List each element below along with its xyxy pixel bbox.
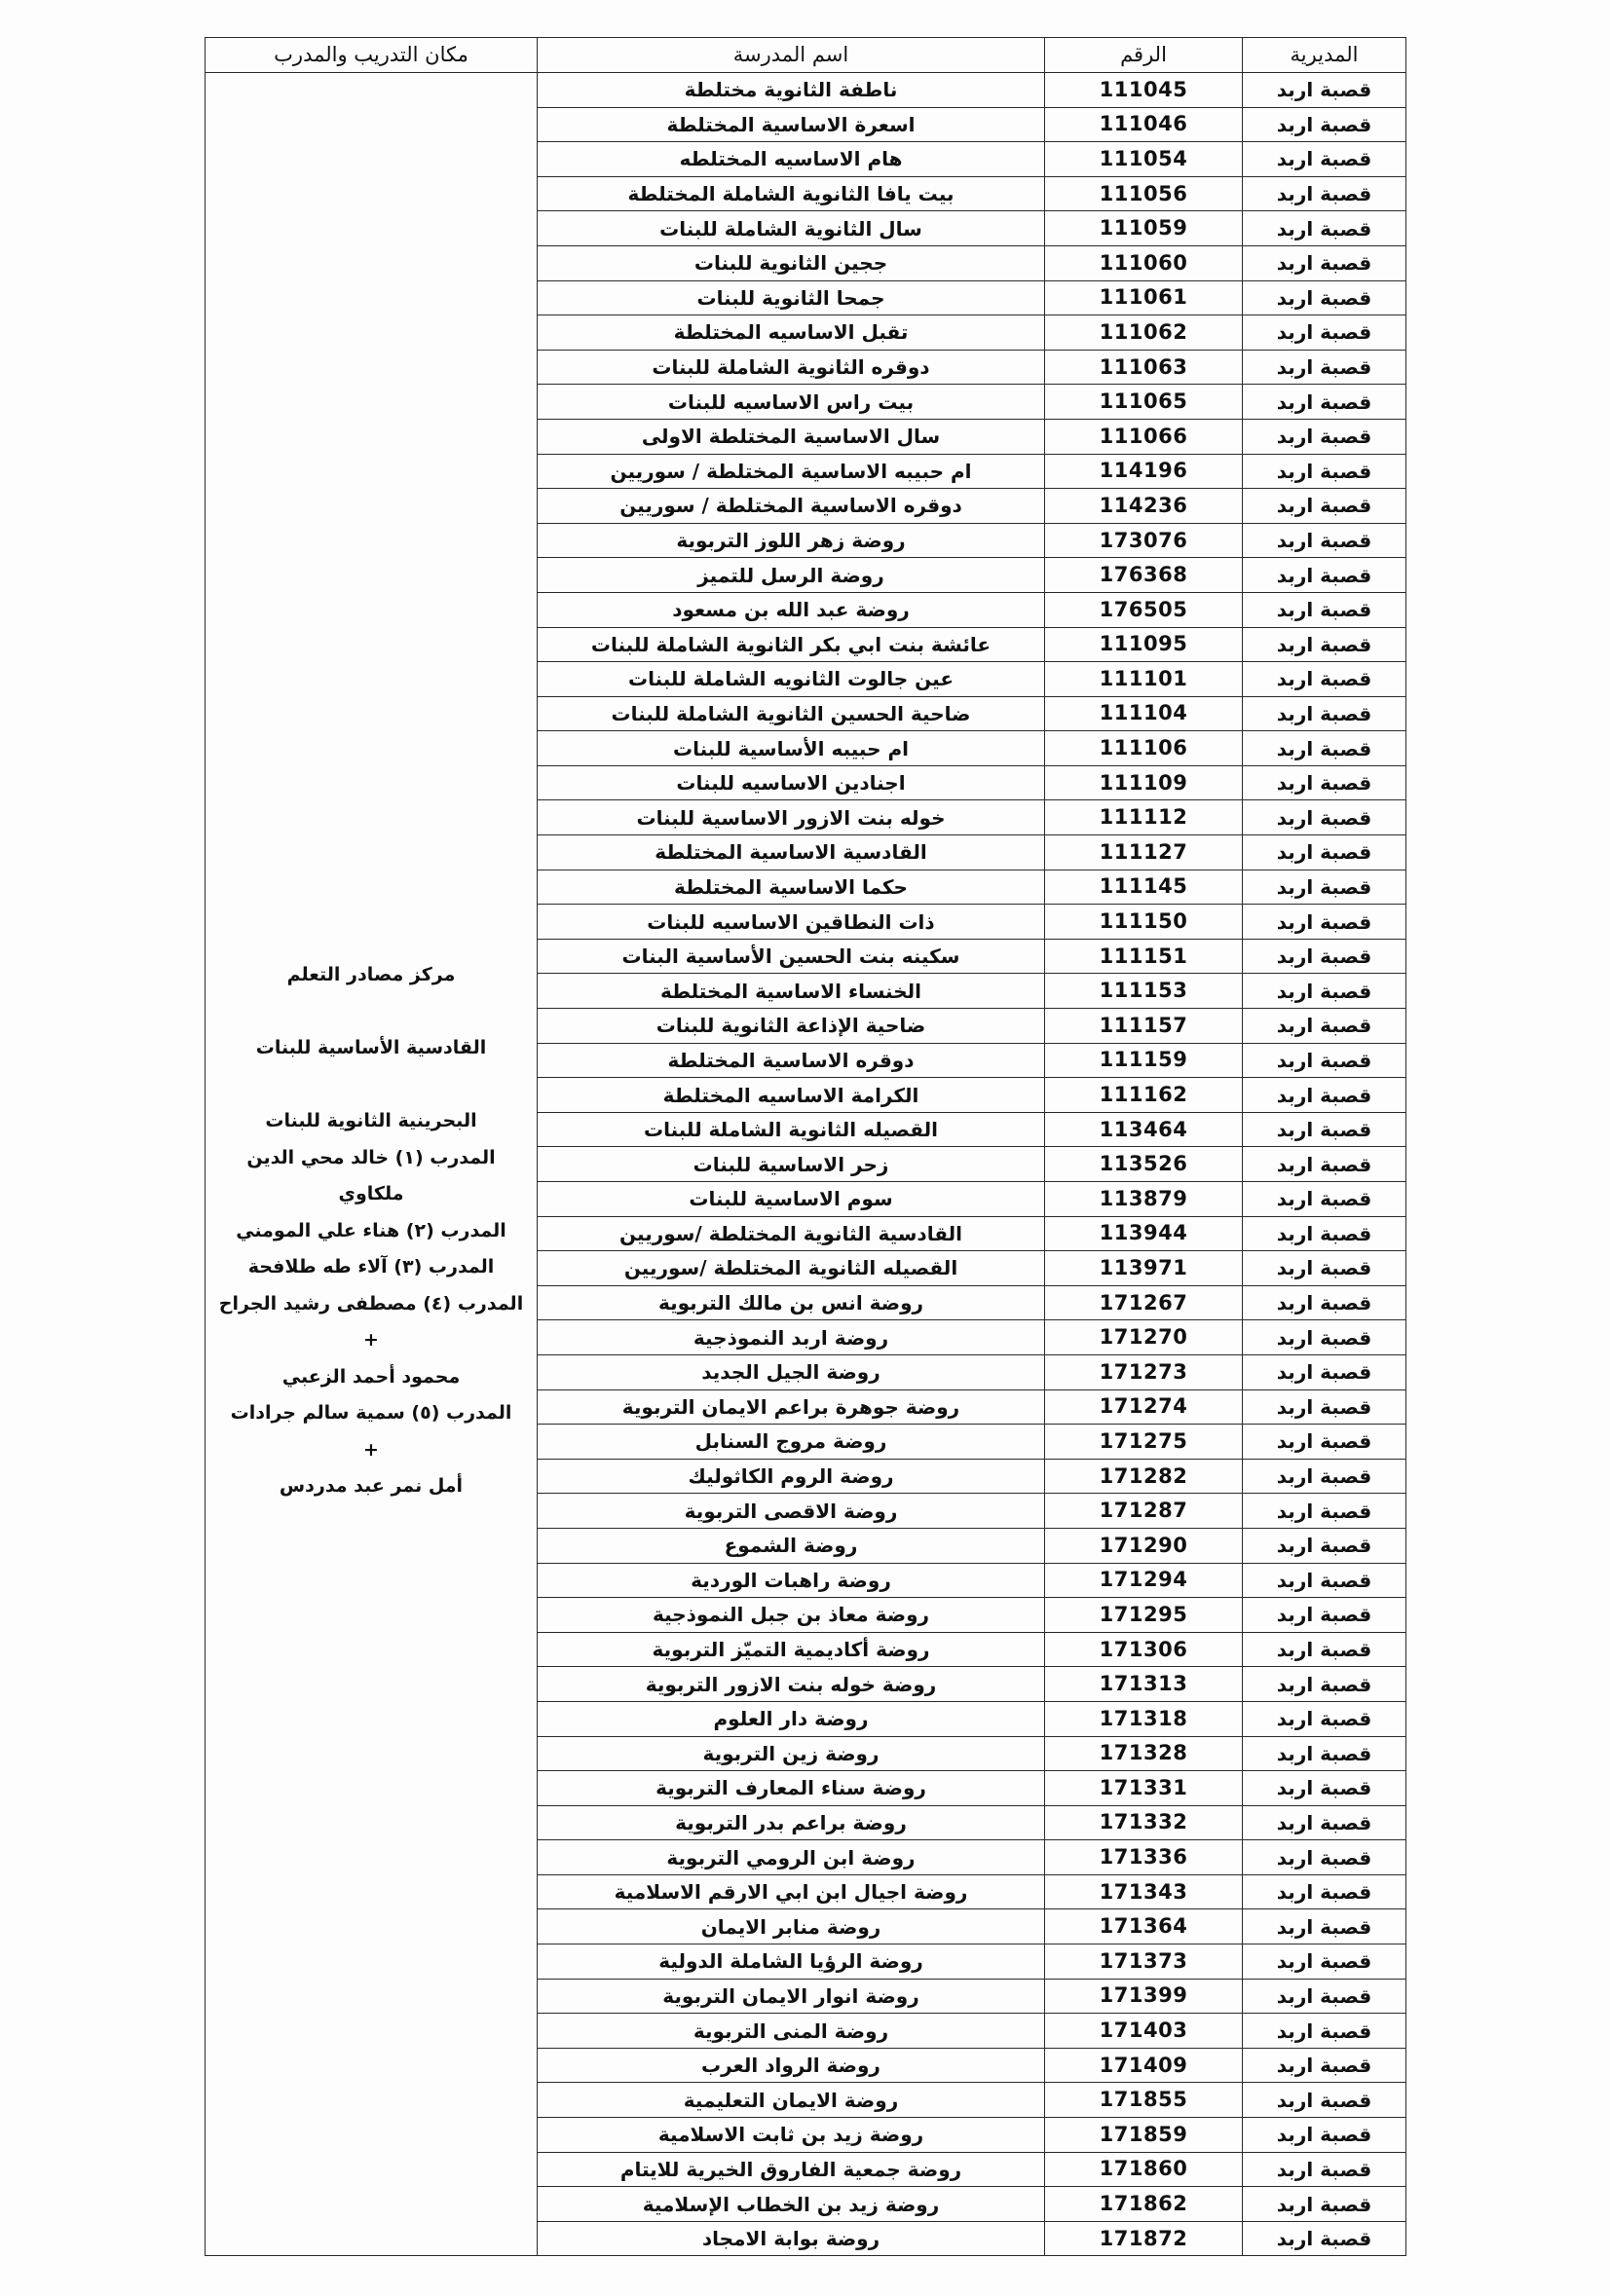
school-number-cell: 111112: [1045, 800, 1243, 835]
directorate-cell: قصبة اربد: [1243, 1944, 1406, 1980]
school-name-cell: روضة جوهرة براعم الايمان التربوية: [538, 1389, 1045, 1425]
school-name-cell: روضة الايمان التعليمية: [538, 2083, 1045, 2118]
school-name-cell: روضة سناء المعارف التربوية: [538, 1771, 1045, 1806]
school-number-cell: 171267: [1045, 1285, 1243, 1320]
directorate-cell: قصبة اربد: [1243, 1459, 1406, 1494]
school-name-cell: سال الاساسية المختلطة الاولى: [538, 419, 1045, 454]
school-number-cell: 113971: [1045, 1251, 1243, 1286]
school-number-cell: 171290: [1045, 1528, 1243, 1563]
school-name-cell: روضة أكاديمية التميّز التربوية: [538, 1632, 1045, 1667]
school-name-cell: القادسية الثانوية المختلطة /سوريين: [538, 1216, 1045, 1251]
school-name-cell: روضة زين التربوية: [538, 1736, 1045, 1771]
school-name-cell: الكرامة الاساسيه المختلطة: [538, 1078, 1045, 1113]
school-number-cell: 171859: [1045, 2118, 1243, 2153]
school-name-cell: روضة الجيل الجديد: [538, 1354, 1045, 1389]
trainer-line: المدرب (٤) مصطفى رشيد الجراح: [218, 1292, 524, 1315]
school-number-cell: 113464: [1045, 1112, 1243, 1147]
school-number-cell: 113944: [1045, 1216, 1243, 1251]
header-directorate: المديرية: [1243, 38, 1406, 73]
school-number-cell: 111061: [1045, 280, 1243, 315]
school-name-cell: روضة الرواد العرب: [538, 2048, 1045, 2083]
school-number-cell: 111062: [1045, 315, 1243, 351]
directorate-cell: قصبة اربد: [1243, 2152, 1406, 2187]
school-name-cell: روضة اجيال ابن ابي الارقم الاسلامية: [538, 1874, 1045, 1909]
school-number-cell: 171275: [1045, 1425, 1243, 1460]
school-name-cell: ذات النطاقين الاساسيه للبنات: [538, 905, 1045, 940]
school-number-cell: 111104: [1045, 696, 1243, 731]
school-number-cell: 171860: [1045, 2152, 1243, 2187]
directorate-cell: قصبة اربد: [1243, 1494, 1406, 1529]
table-body: [206, 73, 1406, 2256]
school-number-cell: 111150: [1045, 905, 1243, 940]
plus-separator: +: [363, 1329, 379, 1351]
directorate-cell: قصبة اربد: [1243, 1320, 1406, 1355]
school-name-cell: روضة الرؤيا الشاملة الدولية: [538, 1944, 1045, 1980]
school-number-cell: 171318: [1045, 1701, 1243, 1736]
school-name-cell: روضة المنى التربوية: [538, 2014, 1045, 2049]
school-number-cell: 171306: [1045, 1632, 1243, 1667]
directorate-cell: قصبة اربد: [1243, 1147, 1406, 1182]
training-center: مركز مصادر التعلم: [286, 964, 456, 985]
school-name-cell: بيت راس الاساسيه للبنات: [538, 385, 1045, 420]
directorate-cell: قصبة اربد: [1243, 385, 1406, 420]
school-name-cell: دوقره الثانوية الشاملة للبنات: [538, 350, 1045, 385]
directorate-cell: قصبة اربد: [1243, 1078, 1406, 1113]
school-number-cell: 111109: [1045, 765, 1243, 800]
school-number-cell: 171343: [1045, 1874, 1243, 1909]
schools-table: [205, 37, 1406, 2256]
plus-separator: +: [363, 1438, 379, 1461]
school-name-cell: روضة انس بن مالك التربوية: [538, 1285, 1045, 1320]
school-name-cell: اسعرة الاساسية المختلطة: [538, 107, 1045, 142]
directorate-cell: قصبة اربد: [1243, 2014, 1406, 2049]
school-number-cell: 114236: [1045, 489, 1243, 524]
school-name-cell: روضة راهبات الوردية: [538, 1563, 1045, 1598]
table-row: [206, 73, 1406, 108]
school-number-cell: 111054: [1045, 142, 1243, 177]
school-number-cell: 173076: [1045, 523, 1243, 558]
school-number-cell: 111101: [1045, 662, 1243, 697]
school-number-cell: 176368: [1045, 558, 1243, 593]
school-number-cell: 114196: [1045, 454, 1243, 489]
directorate-cell: قصبة اربد: [1243, 1805, 1406, 1840]
directorate-cell: قصبة اربد: [1243, 2048, 1406, 2083]
directorate-cell: قصبة اربد: [1243, 2118, 1406, 2153]
school-name-cell: الخنساء الاساسية المختلطة: [538, 974, 1045, 1009]
school-number-cell: 113526: [1045, 1147, 1243, 1182]
directorate-cell: قصبة اربد: [1243, 1701, 1406, 1736]
school-name-cell: ضاحية الحسين الثانوية الشاملة للبنات: [538, 696, 1045, 731]
directorate-cell: قصبة اربد: [1243, 1909, 1406, 1944]
school-name-cell: ام حبيبه الاساسية المختلطة / سوريين: [538, 454, 1045, 489]
directorate-cell: قصبة اربد: [1243, 592, 1406, 627]
directorate-cell: قصبة اربد: [1243, 489, 1406, 524]
school-name-cell: روضة ابن الرومي التربوية: [538, 1840, 1045, 1875]
training-venue: القادسية الأساسية للبنات: [255, 1037, 487, 1058]
school-number-cell: 171295: [1045, 1598, 1243, 1633]
school-name-cell: روضة الشموع: [538, 1528, 1045, 1563]
school-number-cell: 171282: [1045, 1459, 1243, 1494]
school-name-cell: ججين الثانوية للبنات: [538, 245, 1045, 280]
trainer-line: المدرب (١) خالد محي الدين: [246, 1146, 496, 1168]
school-number-cell: 111162: [1045, 1078, 1243, 1113]
directorate-cell: قصبة اربد: [1243, 350, 1406, 385]
trainer-line: المدرب (٣) آلاء طه طلافحة: [247, 1256, 495, 1278]
school-number-cell: 111066: [1045, 419, 1243, 454]
directorate-cell: قصبة اربد: [1243, 142, 1406, 177]
directorate-cell: قصبة اربد: [1243, 1216, 1406, 1251]
school-name-cell: روضة انوار الايمان التربوية: [538, 1979, 1045, 2014]
directorate-cell: قصبة اربد: [1243, 800, 1406, 835]
school-number-cell: 111159: [1045, 1043, 1243, 1078]
directorate-cell: قصبة اربد: [1243, 1112, 1406, 1147]
directorate-cell: قصبة اربد: [1243, 835, 1406, 870]
school-name-cell: روضة بوابة الامجاد: [538, 2221, 1045, 2256]
directorate-cell: قصبة اربد: [1243, 870, 1406, 905]
header-school-name: اسم المدرسة: [538, 38, 1045, 73]
school-name-cell: روضة الاقصى التربوية: [538, 1494, 1045, 1529]
directorate-cell: قصبة اربد: [1243, 765, 1406, 800]
school-name-cell: القصيله الثانوية الشاملة للبنات: [538, 1112, 1045, 1147]
school-name-cell: القادسية الاساسية المختلطة: [538, 835, 1045, 870]
school-name-cell: عين جالوت الثانويه الشاملة للبنات: [538, 662, 1045, 697]
school-name-cell: روضة خوله بنت الازور التربوية: [538, 1667, 1045, 1702]
school-number-cell: 176505: [1045, 592, 1243, 627]
school-number-cell: 171273: [1045, 1354, 1243, 1389]
school-number-cell: 111046: [1045, 107, 1243, 142]
school-name-cell: روضة زيد بن ثابت الاسلامية: [538, 2118, 1045, 2153]
school-number-cell: 111095: [1045, 627, 1243, 662]
directorate-cell: قصبة اربد: [1243, 662, 1406, 697]
school-number-cell: 111065: [1045, 385, 1243, 420]
directorate-cell: قصبة اربد: [1243, 696, 1406, 731]
school-name-cell: ام حبيبه الأساسية للبنات: [538, 731, 1045, 766]
directorate-cell: قصبة اربد: [1243, 558, 1406, 593]
school-name-cell: روضة اربد النموذجية: [538, 1320, 1045, 1355]
school-number-cell: 171274: [1045, 1389, 1243, 1425]
school-name-cell: هام الاساسيه المختلطه: [538, 142, 1045, 177]
directorate-cell: قصبة اربد: [1243, 1736, 1406, 1771]
school-number-cell: 171287: [1045, 1494, 1243, 1529]
school-number-cell: 113879: [1045, 1182, 1243, 1217]
directorate-cell: قصبة اربد: [1243, 419, 1406, 454]
training-venue: البحرينية الثانوية للبنات: [265, 1110, 477, 1131]
school-number-cell: 111060: [1045, 245, 1243, 280]
directorate-cell: قصبة اربد: [1243, 1251, 1406, 1286]
school-name-cell: روضة مروج السنابل: [538, 1425, 1045, 1460]
directorate-cell: قصبة اربد: [1243, 523, 1406, 558]
school-name-cell: روضة الروم الكاثوليك: [538, 1459, 1045, 1494]
school-name-cell: زحر الاساسية للبنات: [538, 1147, 1045, 1182]
school-number-cell: 171855: [1045, 2083, 1243, 2118]
directorate-cell: قصبة اربد: [1243, 2187, 1406, 2222]
trainer-line: المدرب (٥) سمية سالم جرادات: [230, 1402, 512, 1424]
training-info: [209, 957, 533, 1505]
school-name-cell: روضة عبد الله بن مسعود: [538, 592, 1045, 627]
directorate-cell: قصبة اربد: [1243, 731, 1406, 766]
school-number-cell: 171294: [1045, 1563, 1243, 1598]
directorate-cell: قصبة اربد: [1243, 2083, 1406, 2118]
school-name-cell: روضة دار العلوم: [538, 1701, 1045, 1736]
school-name-cell: روضة الرسل للتميز: [538, 558, 1045, 593]
school-number-cell: 111063: [1045, 350, 1243, 385]
directorate-cell: قصبة اربد: [1243, 1979, 1406, 2014]
school-name-cell: القصيله الثانوية المختلطة /سوريين: [538, 1251, 1045, 1286]
directorate-cell: قصبة اربد: [1243, 245, 1406, 280]
directorate-cell: قصبة اربد: [1243, 1563, 1406, 1598]
school-name-cell: روضة زيد بن الخطاب الإسلامية: [538, 2187, 1045, 2222]
school-number-cell: 111045: [1045, 73, 1243, 108]
trainer-line: ملكاوي: [338, 1183, 404, 1204]
school-number-cell: 171270: [1045, 1320, 1243, 1355]
school-name-cell: روضة براعم بدر التربوية: [538, 1805, 1045, 1840]
header-row: [206, 38, 1406, 73]
directorate-cell: قصبة اربد: [1243, 1528, 1406, 1563]
school-name-cell: روضة زهر اللوز التربوية: [538, 523, 1045, 558]
directorate-cell: قصبة اربد: [1243, 1632, 1406, 1667]
school-number-cell: 111151: [1045, 939, 1243, 974]
header-training-place: مكان التدريب والمدرب: [206, 38, 538, 73]
school-name-cell: ضاحية الإذاعة الثانوية للبنات: [538, 1009, 1045, 1044]
directorate-cell: قصبة اربد: [1243, 1840, 1406, 1875]
directorate-cell: قصبة اربد: [1243, 1771, 1406, 1806]
school-name-cell: ناطفة الثانوية مختلطة: [538, 73, 1045, 108]
directorate-cell: قصبة اربد: [1243, 1425, 1406, 1460]
directorate-cell: قصبة اربد: [1243, 939, 1406, 974]
school-name-cell: روضة جمعية الفاروق الخيرية للايتام: [538, 2152, 1045, 2187]
school-name-cell: عائشة بنت ابي بكر الثانوية الشاملة للبنات: [538, 627, 1045, 662]
directorate-cell: قصبة اربد: [1243, 1009, 1406, 1044]
school-number-cell: 171331: [1045, 1771, 1243, 1806]
school-number-cell: 111145: [1045, 870, 1243, 905]
school-number-cell: 111157: [1045, 1009, 1243, 1044]
school-number-cell: 171403: [1045, 2014, 1243, 2049]
trainer-line: محمود أحمد الزعبي: [281, 1365, 461, 1388]
school-name-cell: جمحا الثانوية للبنات: [538, 280, 1045, 315]
directorate-cell: قصبة اربد: [1243, 1874, 1406, 1909]
school-number-cell: 171328: [1045, 1736, 1243, 1771]
school-number-cell: 111153: [1045, 974, 1243, 1009]
school-number-cell: 171336: [1045, 1840, 1243, 1875]
training-cell: [206, 73, 538, 2256]
school-name-cell: سوم الاساسية للبنات: [538, 1182, 1045, 1217]
directorate-cell: قصبة اربد: [1243, 1285, 1406, 1320]
school-name-cell: روضة منابر الايمان: [538, 1909, 1045, 1944]
directorate-cell: قصبة اربد: [1243, 315, 1406, 351]
school-number-cell: 111059: [1045, 211, 1243, 246]
directorate-cell: قصبة اربد: [1243, 1598, 1406, 1633]
header-number: الرقم: [1045, 38, 1243, 73]
directorate-cell: قصبة اربد: [1243, 211, 1406, 246]
school-number-cell: 171409: [1045, 2048, 1243, 2083]
directorate-cell: قصبة اربد: [1243, 1043, 1406, 1078]
directorate-cell: قصبة اربد: [1243, 905, 1406, 940]
school-name-cell: بيت يافا الثانوية الشاملة المختلطة: [538, 176, 1045, 211]
school-number-cell: 171872: [1045, 2221, 1243, 2256]
directorate-cell: قصبة اربد: [1243, 1182, 1406, 1217]
directorate-cell: قصبة اربد: [1243, 1667, 1406, 1702]
directorate-cell: قصبة اربد: [1243, 176, 1406, 211]
directorate-cell: قصبة اربد: [1243, 1354, 1406, 1389]
school-number-cell: 111127: [1045, 835, 1243, 870]
trainer-line: أمل نمر عبد مدردس: [279, 1475, 464, 1497]
school-name-cell: اجنادين الاساسيه للبنات: [538, 765, 1045, 800]
directorate-cell: قصبة اربد: [1243, 454, 1406, 489]
directorate-cell: قصبة اربد: [1243, 280, 1406, 315]
school-name-cell: دوقره الاساسية المختلطة: [538, 1043, 1045, 1078]
school-name-cell: دوقره الاساسية المختلطة / سوريين: [538, 489, 1045, 524]
school-number-cell: 171399: [1045, 1979, 1243, 2014]
school-name-cell: روضة معاذ بن جبل النموذجية: [538, 1598, 1045, 1633]
directorate-cell: قصبة اربد: [1243, 107, 1406, 142]
directorate-cell: قصبة اربد: [1243, 1389, 1406, 1425]
directorate-cell: قصبة اربد: [1243, 2221, 1406, 2256]
school-number-cell: 111056: [1045, 176, 1243, 211]
school-number-cell: 111106: [1045, 731, 1243, 766]
directorate-cell: قصبة اربد: [1243, 73, 1406, 108]
school-number-cell: 171373: [1045, 1944, 1243, 1980]
school-number-cell: 171364: [1045, 1909, 1243, 1944]
directorate-cell: قصبة اربد: [1243, 627, 1406, 662]
school-name-cell: حكما الاساسية المختلطة: [538, 870, 1045, 905]
school-number-cell: 171862: [1045, 2187, 1243, 2222]
school-name-cell: تقبل الاساسيه المختلطة: [538, 315, 1045, 351]
school-name-cell: خوله بنت الازور الاساسية للبنات: [538, 800, 1045, 835]
school-name-cell: سال الثانوية الشاملة للبنات: [538, 211, 1045, 246]
school-number-cell: 171313: [1045, 1667, 1243, 1702]
trainer-line: المدرب (٢) هناء علي المومني: [236, 1219, 506, 1241]
school-number-cell: 171332: [1045, 1805, 1243, 1840]
school-name-cell: سكينه بنت الحسين الأساسية البنات: [538, 939, 1045, 974]
directorate-cell: قصبة اربد: [1243, 974, 1406, 1009]
